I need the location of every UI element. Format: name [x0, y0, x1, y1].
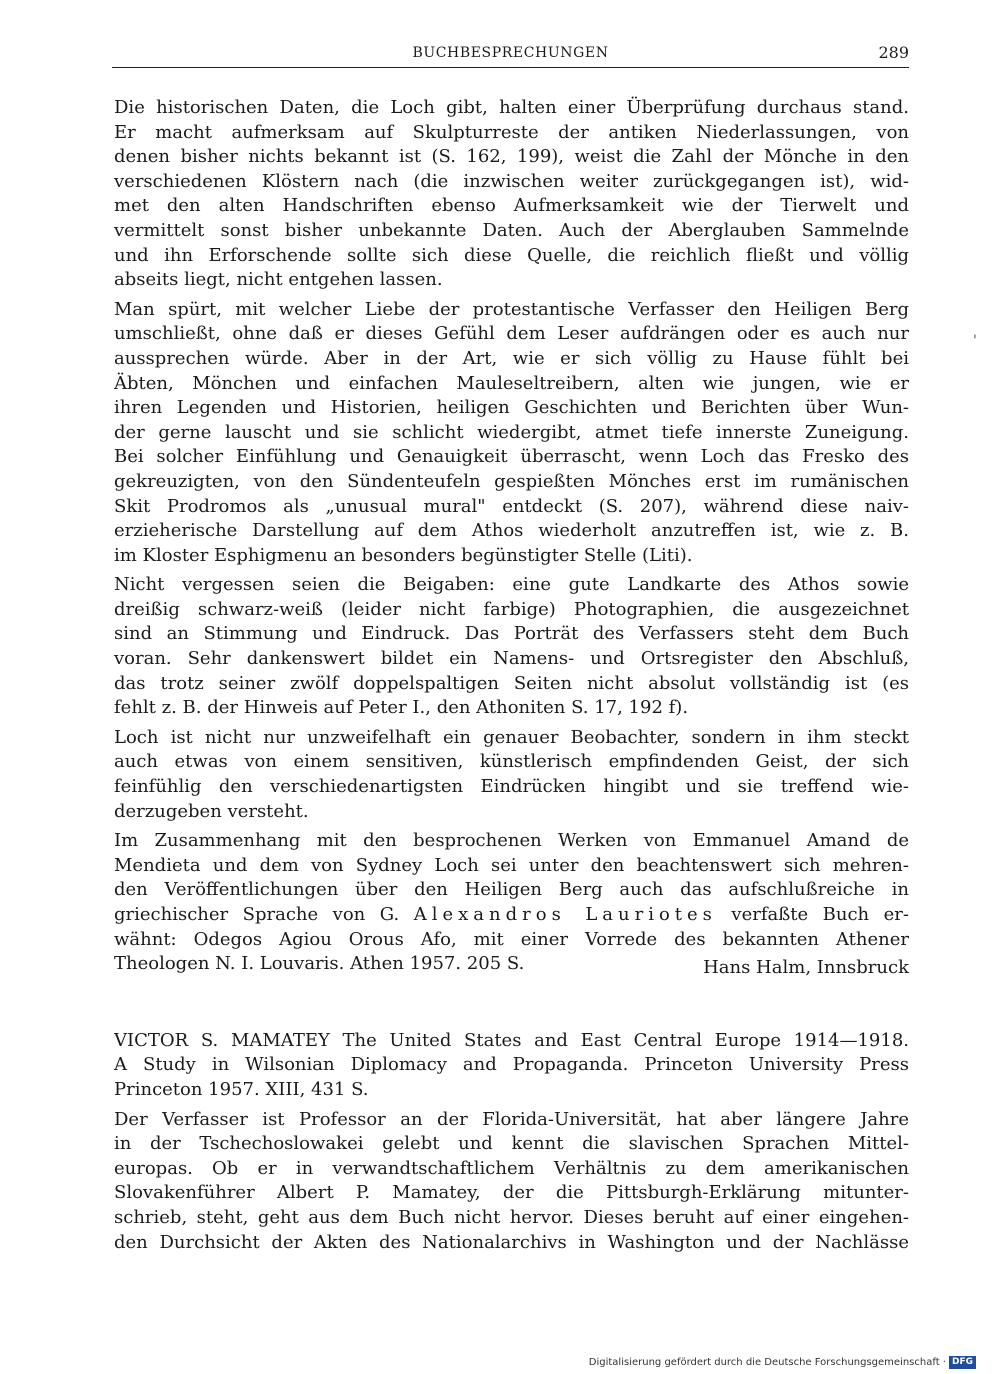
dfg-logo-icon: DFG — [949, 1356, 976, 1369]
text-line: fehlt z. B. der Hinweis auf Peter I., den Athoniten S. 17, 192 f). — [114, 697, 689, 719]
author-name-spaced: Alexandros Lauriotes — [413, 904, 717, 925]
review-heading — [114, 1029, 909, 1103]
text-line: Äbten, Mönchen und einfachen Mauleseltreibern, alten wie jungen, wie er — [114, 372, 909, 394]
text-line: und ihn Erforschende sollte sich diese Quelle, die reichlich fließt und völlig — [114, 244, 909, 266]
text-line: met den alten Handschriften ebenso Aufmerksamkeit wie der Tierwelt und — [114, 195, 909, 217]
text-line: Nicht vergessen seien die Beigaben: eine gute Landkarte des Athos sowie — [114, 574, 909, 596]
heading-line: VICTOR S. MAMATEY The United States and East Central Europe 1914—1918. — [114, 1029, 909, 1051]
text-line: voran. Sehr dankenswert bildet ein Namens- und Ortsregister den Abschluß, — [114, 648, 909, 670]
text-line: erzieherische Darstellung auf dem Athos wiederholt anzutreffen ist, wie z. B. — [114, 520, 909, 542]
review-body — [114, 1108, 909, 1256]
text-line: in der Tschechoslowakei gelebt und kennt die slavischen Sprachen Mittel- — [114, 1133, 909, 1155]
text-line: aussprechen würde. Aber in der Art, wie er sich völlig zu Hause fühlt bei — [114, 347, 909, 369]
text-line: Mendieta und dem von Sydney Loch sei unter den beachtenswert sich mehren- — [114, 854, 909, 876]
text-line: derzugeben versteht. — [114, 800, 309, 822]
text-line: Skit Prodromos als „unusual mural" entdeckt (S. 207), während diese naiv- — [114, 495, 909, 517]
heading-line: Princeton 1957. XIII, 431 S. — [114, 1078, 369, 1100]
text-line: Er macht aufmerksam auf Skulpturreste der antiken Niederlassungen, von — [114, 121, 909, 143]
text-line: den Veröffentlichungen über den Heiligen Berg auch das aufschlußreiche in — [114, 879, 909, 901]
paragraph-1 — [114, 96, 909, 293]
text-line: auch etwas von einem sensitiven, künstlerisch empfindenden Geist, der sich — [114, 751, 909, 773]
text-line: abseits liegt, nicht entgehen lassen. — [114, 269, 443, 291]
margin-mark: ' — [973, 333, 977, 349]
text-line: Loch ist nicht nur unzweifelhaft ein genauer Beobachter, sondern in ihm steckt — [114, 726, 909, 748]
text-line: ihren Legenden und Historien, heiligen Geschichten und Berichten über Wun- — [114, 397, 909, 419]
text-line: der gerne lauscht und sie schlicht wiedergibt, atmet tiefe innerste Zuneigung. — [114, 421, 909, 443]
paragraph-2 — [114, 298, 909, 569]
text-line: umschließt, ohne daß er dieses Gefühl dem Leser aufdrängen oder es auch nur — [114, 323, 909, 345]
text-line-spaced-name — [114, 903, 909, 928]
text-line: wähnt: Odegos Agiou Orous Afo, mit einer Vorrede des bekannten Athener — [114, 928, 909, 950]
text-line: Bei solcher Einfühlung und Genauigkeit überrascht, wenn Loch das Fresko des — [114, 446, 909, 468]
footer-text: Digitalisierung gefördert durch die Deutsche Forschungsgemeinschaft · — [588, 1357, 946, 1368]
text-line: Theologen N. I. Louvaris. Athen 1957. 205 S. — [114, 953, 525, 975]
paragraph-4 — [114, 726, 909, 824]
running-header — [112, 43, 909, 68]
page-number: 289 — [878, 43, 909, 62]
text-line: Die historischen Daten, die Loch gibt, halten einer Überprüfung durchaus stand. — [114, 97, 909, 118]
text-line: im Kloster Esphigmenu an besonders begünstigter Stelle (Liti). — [114, 544, 693, 566]
article-body — [114, 96, 909, 1260]
paragraph-5 — [114, 829, 909, 977]
text-line: das trotz seiner zwölf doppelspaltigen Seiten nicht absolut vollständig ist (es — [114, 672, 909, 694]
closing-line-row — [114, 952, 909, 977]
text-line: verschiedenen Klöstern nach (die inzwischen weiter zurückgegangen ist), wid- — [114, 170, 909, 192]
text-line: Slovakenführer Albert P. Mamatey, der die Pittsburgh-Erklärung mitunter- — [114, 1182, 909, 1204]
text-line: den Durchsicht der Akten des Nationalarchivs in Washington und der Nachlässe — [114, 1231, 909, 1253]
text-line: Im Zusammenhang mit den besprochenen Werken von Emmanuel Amand de — [114, 830, 909, 852]
text-segment: verfaßte Buch er- — [716, 904, 909, 925]
text-line: schrieb, steht, geht aus dem Buch nicht hervor. Dieses beruht auf einer eingehen- — [114, 1206, 909, 1228]
text-line: Der Verfasser ist Professor an der Florida-Universität, hat aber längere Jahre — [114, 1108, 909, 1130]
text-line: vermittelt sonst bisher unbekannte Daten. Auch der Aberglauben Sammelnde — [114, 219, 909, 241]
reviewer-signature: Hans Halm, Innsbruck — [703, 957, 909, 979]
text-line: Man spürt, mit welcher Liebe der protestantische Verfasser den Heiligen Berg — [114, 298, 909, 320]
text-line: gekreuzigten, von den Sündenteufeln gespießten Mönches erst im rumänischen — [114, 470, 909, 492]
running-title: BUCHBESPRECHUNGEN — [412, 45, 609, 61]
digitization-footer — [589, 1356, 976, 1369]
text-line: sind an Stimmung und Eindruck. Das Porträt des Verfassers steht dem Buch — [114, 623, 909, 645]
text-line: europas. Ob er in verwandtschaftlichem Verhältnis zu dem amerikanischen — [114, 1157, 909, 1179]
text-line: feinfühlig den verschiedenartigsten Eindrücken hingibt und sie treffend wie- — [114, 776, 909, 798]
text-line: dreißig schwarz-weiß (leider nicht farbige) Photographien, die ausgezeichnet — [114, 598, 909, 620]
heading-line: A Study in Wilsonian Diplomacy and Propaganda. Princeton University Press — [114, 1054, 909, 1076]
text-line: denen bisher nichts bekannt ist (S. 162, 199), weist die Zahl der Mönche in den — [114, 146, 909, 168]
text-segment: griechischer Sprache von G. — [114, 904, 414, 925]
paragraph-3 — [114, 573, 909, 721]
